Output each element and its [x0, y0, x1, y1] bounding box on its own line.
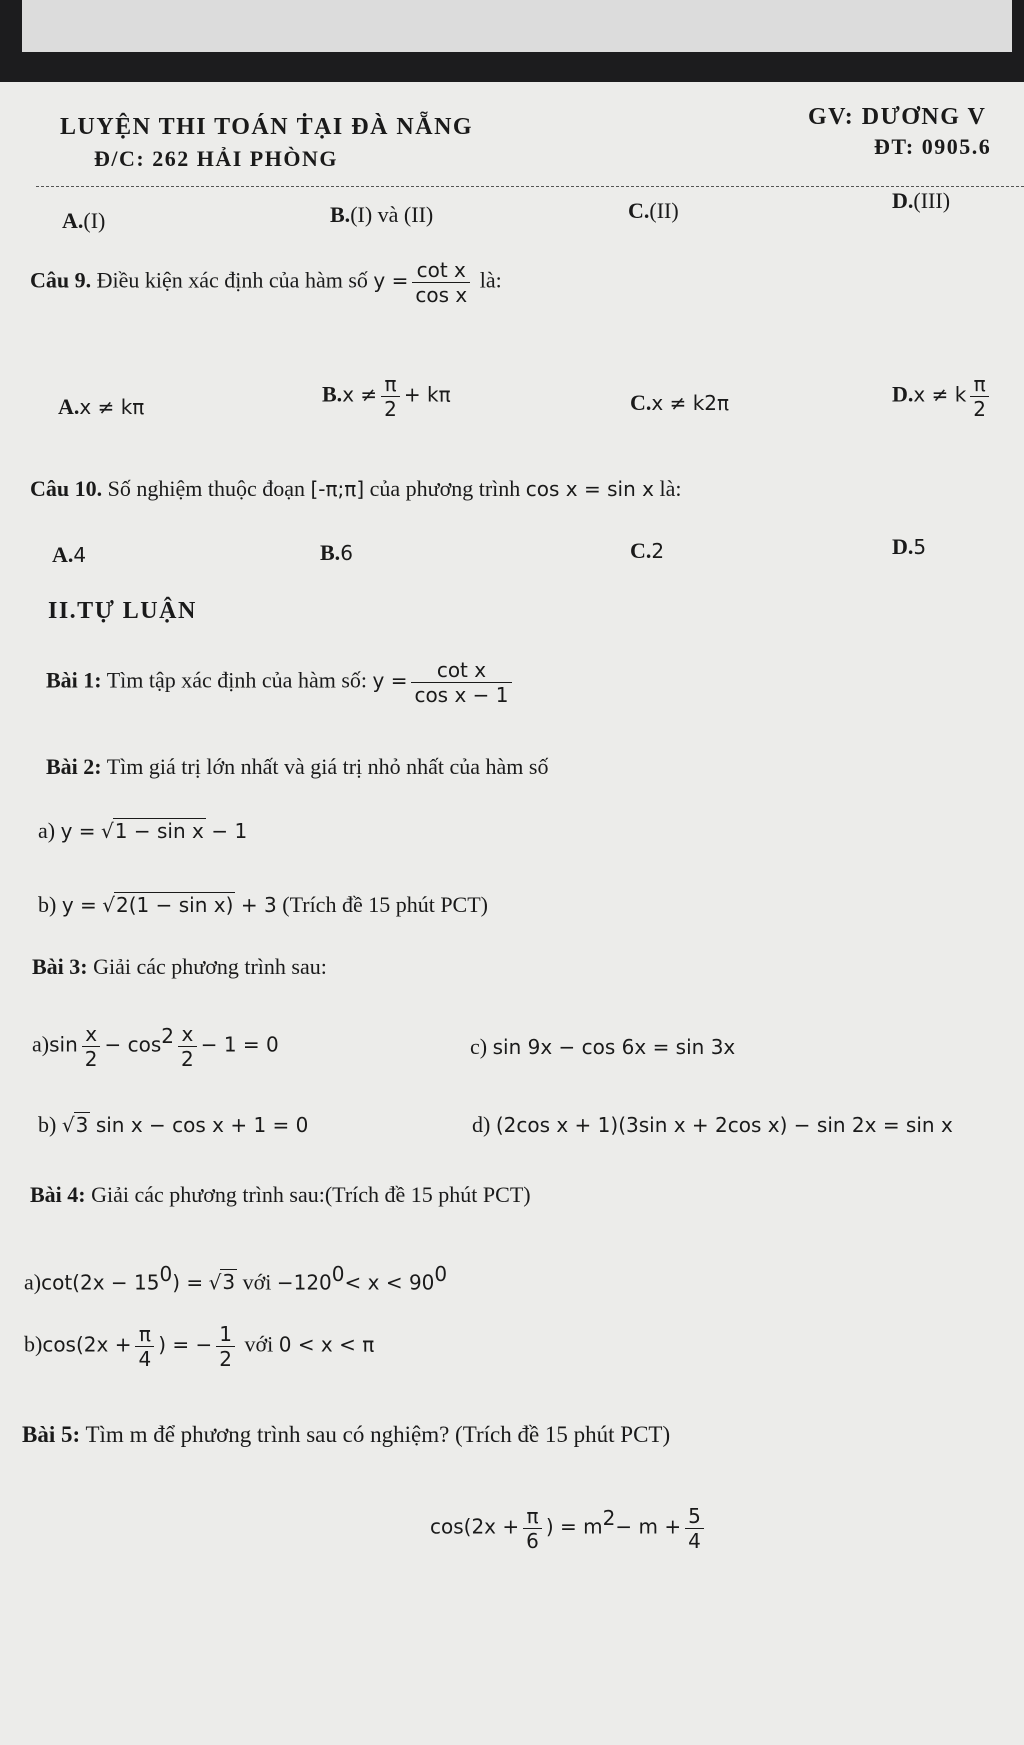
q8-option-c: C.(II) [628, 198, 679, 223]
teacher-phone: ĐT: 0905.6 [874, 134, 992, 159]
q8-option-d: D.(III) [892, 188, 951, 213]
q8-option-b: B.(I) và (II) [330, 202, 434, 227]
header-divider [36, 186, 1024, 187]
q9-option-a: A.x ≠ kπ [58, 394, 145, 419]
bai-4-b: b)cos(2x + $\frac{\pi}{4}$ ) = − $\frac{1}{2}$ với 0 < x < π [24, 1322, 375, 1371]
q9-option-c: C.x ≠ k2π [630, 390, 730, 415]
q9-option-b: B.x ≠ $\frac{\pi}{2}$ + kπ [322, 372, 451, 421]
q10-option-a: A.4 [52, 542, 87, 567]
bai-3: Bài 3: Giải các phương trình sau: [32, 954, 327, 979]
teacher-name: GV: DƯƠNG V [808, 104, 987, 130]
question-10: Câu 10. Số nghiệm thuộc đoạn [-π;π] của phương trình cos x = sin x là: [30, 476, 682, 501]
bai-3-b: b) √3 sin x − cos x + 1 = 0 [38, 1112, 309, 1137]
bai-1: Bài 1: Tìm tập xác định của hàm số: y = $\frac{\text{cot x}}{\text{cos x − 1}}$ [46, 658, 516, 707]
bai-2-a: a) y = √1 − sin x − 1 [38, 818, 248, 843]
bai-5-equation: cos(2x + $\frac{\pi}{6}$ ) = $m^2- m$ + $\frac{5}{4}$ [430, 1504, 708, 1553]
section-title: II.TỰ LUẬN [48, 598, 197, 624]
school-name: LUYỆN THI TOÁN ṪẠI ĐÀ NẴNG [60, 114, 474, 140]
bai-3-d: d) (2cos x + 1)(3sin x + 2cos x) − sin 2x = sin x [472, 1112, 953, 1137]
q9-option-d: D.x ≠ k $\frac{\pi}{2}$ [892, 372, 993, 421]
question-9: Câu 9. Điều kiện xác định của hàm số y = $\frac{\text{cot x}}{\text{cos x}}$ là: [30, 258, 502, 307]
top-strip [22, 0, 1012, 52]
bai-3-c: c) sin 9x − cos 6x = sin 3x [470, 1034, 736, 1059]
q10-option-c: C.2 [630, 538, 665, 563]
bai-3-a: a)sin $\frac{x}{2}$ − $\cos^2$ $\frac{x}{2}$ − 1 = 0 [32, 1022, 279, 1071]
paper-sheet [0, 82, 1024, 1745]
q8-option-a: A.(I) [62, 208, 106, 233]
bai-5: Bài 5: Tìm m để phương trình sau có nghiệm? (Trích đề 15 phút PCT) [22, 1422, 671, 1447]
q10-option-d: D.5 [892, 534, 927, 559]
bai-2: Bài 2: Tìm giá trị lớn nhất và giá trị nhỏ nhất của hàm số [46, 754, 549, 779]
bai-2-b: b) y = √2(1 − sin x) + 3 (Trích đề 15 phút PCT) [38, 892, 488, 917]
school-address: Đ/C: 262 HẢI PHÒNG [94, 146, 338, 171]
bai-4-a: $a)\cot(2x - 15^0) = √3$ với $-120^0< x < 90^0$ [24, 1262, 448, 1295]
bai-4: Bài 4: Giải các phương trình sau:(Trích đề 15 phút PCT) [30, 1182, 531, 1207]
q10-option-b: B.6 [320, 540, 353, 565]
